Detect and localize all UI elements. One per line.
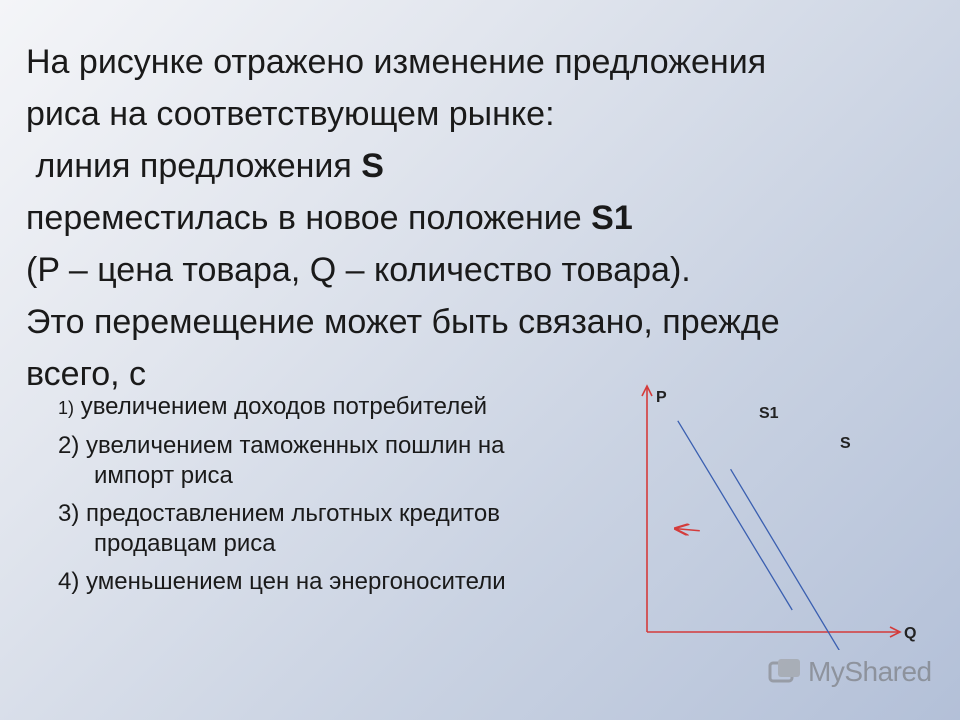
supply-line-s [731, 469, 850, 650]
supply-line-s1 [678, 421, 792, 610]
series-label-s1: S1 [759, 405, 779, 422]
answer-options [58, 392, 538, 605]
shift-arrow [676, 529, 700, 531]
chart-labels [656, 389, 916, 642]
question-line-1: На рисунке отражено изменение предложения [26, 43, 767, 81]
question-text [26, 36, 926, 400]
answer-option-4[interactable]: 4) уменьшением цен на энергоносители [58, 568, 506, 595]
question-line-3: линия предложения S [35, 147, 384, 185]
series-label-s: S [840, 435, 851, 452]
question-line-5: (P – цена товара, Q – количество товара). [26, 251, 691, 289]
chart-series [676, 421, 850, 650]
y-axis-label: P [656, 389, 667, 406]
chart-axes [642, 386, 900, 637]
question-line-2: риса на соответствующем рынке: [26, 95, 555, 133]
supply-label-s1: S1 [591, 199, 633, 237]
supply-label-s: S [361, 147, 384, 185]
slides-logo-icon [768, 657, 802, 687]
answer-option-2[interactable]: 2) увеличением таможенных пошлин на импорт риса [58, 432, 505, 489]
supply-shift-chart [620, 370, 930, 650]
x-axis-label: Q [904, 625, 917, 642]
answer-option-3[interactable]: 3) предоставлением льготных кредитов продавцам риса [58, 500, 500, 557]
watermark: MyShared [768, 652, 932, 692]
answer-option-1[interactable]: 1) увеличением доходов потребителей [58, 393, 487, 420]
question-line-4: переместилась в новое положение S1 [26, 199, 633, 237]
question-line-7: всего, с [26, 355, 147, 393]
question-line-6: Это перемещение может быть связано, прежде [26, 303, 780, 341]
